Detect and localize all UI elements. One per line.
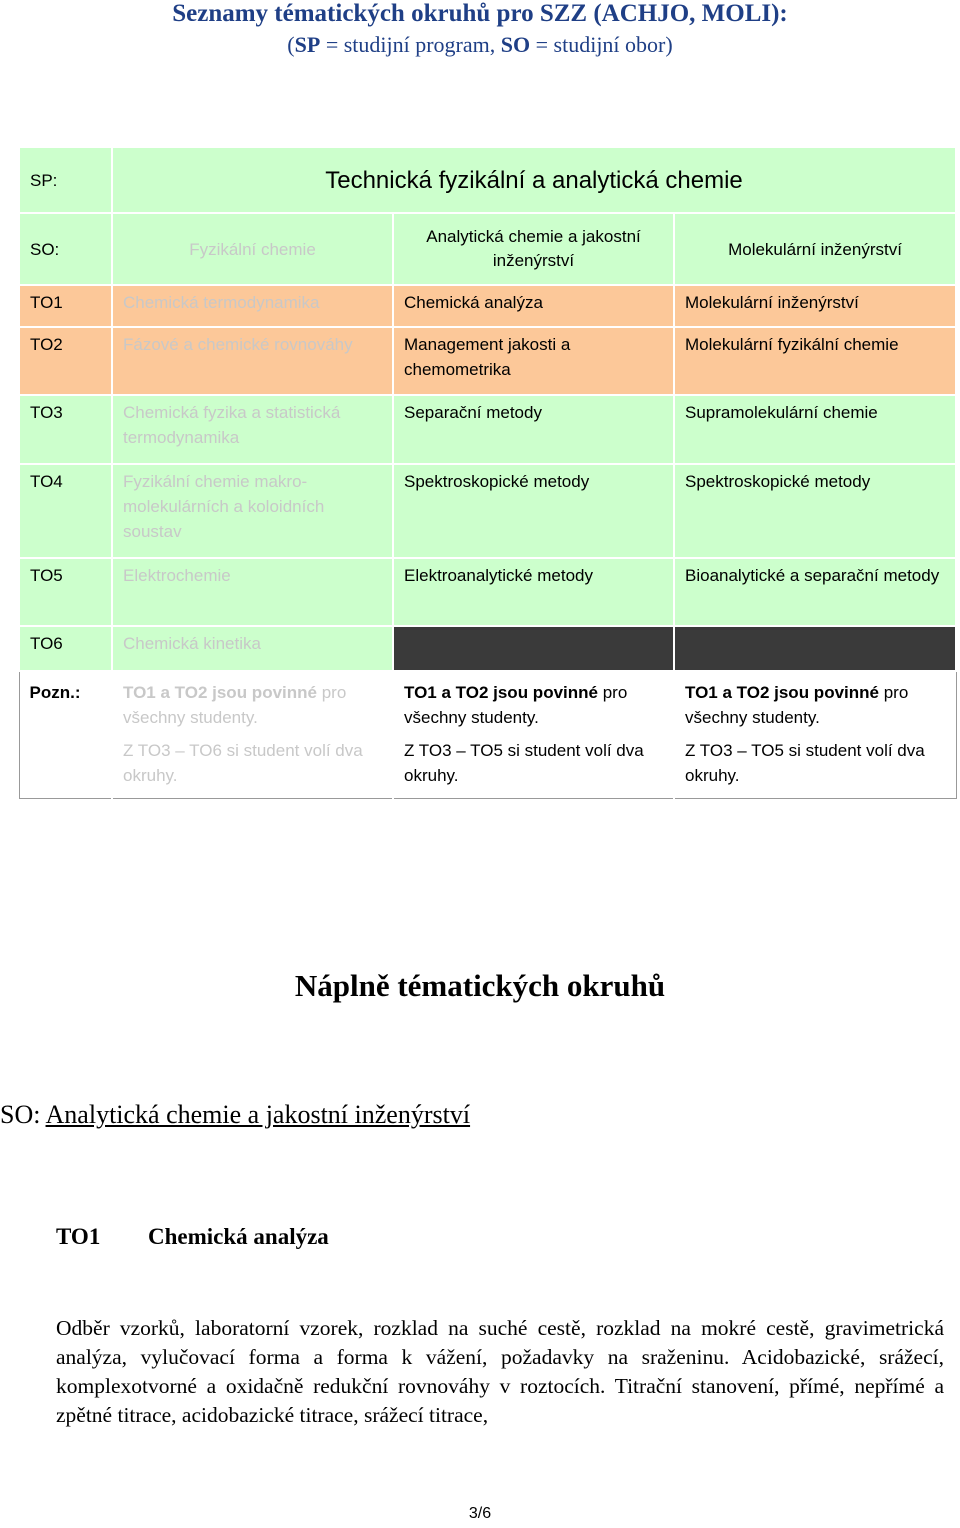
to-code: TO1 <box>56 1224 101 1249</box>
sp-value: Technická fyzikální a analytická chemie <box>112 147 956 213</box>
note-molecular: TO1 a TO2 jsou povinné pro všechny studenty. Z TO3 – TO5 si student volí dva okruhy. <box>674 671 956 798</box>
page-number: 3/6 <box>468 1505 492 1522</box>
to4-molecular: Spektroskopické metody <box>674 464 956 558</box>
to1-molecular: Molekulární inženýrství <box>674 285 956 327</box>
to5-physical: Elektrochemie <box>112 558 393 626</box>
document-subtitle: (SP = studijní program, SO = studijní obor) <box>287 32 673 57</box>
section-heading: Náplně tématických okruhů <box>294 968 666 1003</box>
so-physical-chemistry: Fyzikální chemie <box>112 213 393 285</box>
row-label-to5: TO5 <box>19 558 112 626</box>
note-label: Pozn.: <box>19 671 112 798</box>
topics-table <box>18 146 957 799</box>
row-label-to1: TO1 <box>19 285 112 327</box>
note-analytical: TO1 a TO2 jsou povinné pro všechny studenty. Z TO3 – TO5 si student volí dva okruhy. <box>393 671 674 798</box>
row-label-to4: TO4 <box>19 464 112 558</box>
to1-description: Odběr vzorků, laboratorní vzorek, rozklad na suché cestě, rozklad na mokré cestě, gravimetrická analýza, vylučovací forma a forma k vážení, požadavky na sraženinu. Acidobazické, srážecí, komplexotvorné a oxidačně redukční rovnováhy v roztocích. Titrační stanovení, přímé, nepřímé a zpětné titrace, acidobazické titrace, srážecí titrace, <box>56 1316 944 1427</box>
to-heading <box>56 1224 329 1250</box>
to6-analytical-empty <box>393 626 674 671</box>
to3-molecular: Supramolekulární chemie <box>674 395 956 464</box>
to3-analytical: Separační metody <box>393 395 674 464</box>
sp-label: SP: <box>19 147 112 213</box>
to-name: Chemická analýza <box>148 1224 329 1249</box>
to1-physical: Chemická termodynamika <box>112 285 393 327</box>
to2-analytical: Management jakosti a chemometrika <box>393 327 674 395</box>
so-molecular-engineering: Molekulární inženýrství <box>674 213 956 285</box>
to2-molecular: Molekulární fyzikální chemie <box>674 327 956 395</box>
to4-physical: Fyzikální chemie makro-molekulárních a koloidních soustav <box>112 464 393 558</box>
to5-analytical: Elektroanalytické metody <box>393 558 674 626</box>
so-heading: SO: Analytická chemie a jakostní inženýrství <box>0 1100 471 1129</box>
row-label-to3: TO3 <box>19 395 112 464</box>
to5-molecular: Bioanalytické a separační metody <box>674 558 956 626</box>
so-analytical-chemistry: Analytická chemie a jakostní inženýrství <box>393 213 674 285</box>
note-physical: TO1 a TO2 jsou povinné pro všechny studenty. Z TO3 – TO6 si student volí dva okruhy. <box>112 671 393 798</box>
to6-molecular-empty <box>674 626 956 671</box>
to3-physical: Chemická fyzika a statistická termodynamika <box>112 395 393 464</box>
to2-physical: Fázové a chemické rovnováhy <box>112 327 393 395</box>
to6-physical: Chemická kinetika <box>112 626 393 671</box>
document-title: Seznamy tématických okruhů pro SZZ (ACHJO, MOLI): <box>172 0 788 27</box>
to1-analytical: Chemická analýza <box>393 285 674 327</box>
to4-analytical: Spektroskopické metody <box>393 464 674 558</box>
row-label-to2: TO2 <box>19 327 112 395</box>
row-label-to6: TO6 <box>19 626 112 671</box>
so-name: Analytická chemie a jakostní inženýrství <box>45 1100 471 1129</box>
so-label: SO: <box>19 213 112 285</box>
